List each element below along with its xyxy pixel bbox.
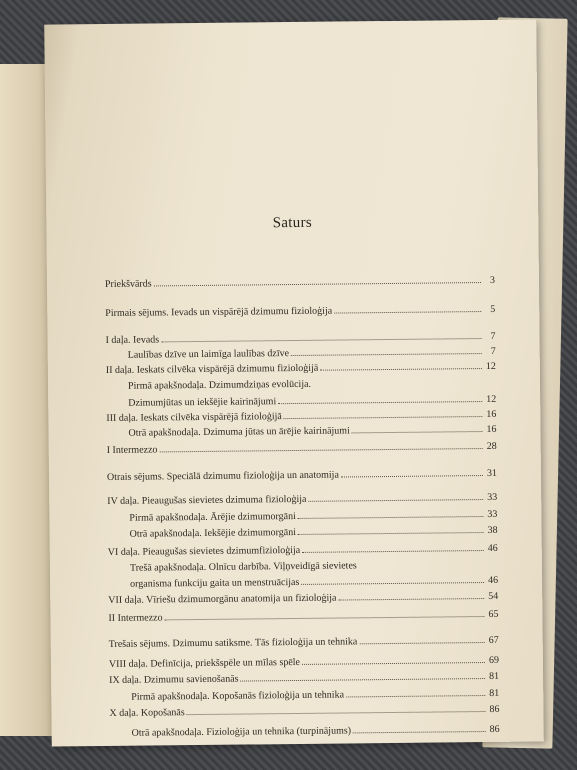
toc-entry: VIII daļa. Definīcija, priekšspēle un mīlas spēle 69: [108, 654, 499, 670]
table-of-contents: [104, 248, 500, 739]
toc-entry: IX daļa. Dzimumu savienošanās 81: [109, 670, 500, 686]
toc-entry: Trešais sējums. Dzimumu satiksme. Tās fizioloģija un tehnika 67: [108, 634, 499, 650]
toc-entry: VII daļa. Vīriešu dzimumorgānu anatomija un fizioloģija 54: [108, 590, 499, 606]
toc-entry: Otrais sējums. Speciālā dzimumu fizioloģija un anatomija 31: [106, 467, 498, 483]
toc-entry: III daļa. Ieskats cilvēka vispārējā fizioloģijā 16: [106, 408, 497, 424]
toc-entry: Laulības dzīve un laimīga laulības dzīve 7: [127, 345, 496, 361]
toc-entry: Otrā apakšnodaļa. Fizioloģija un tehnika (turpinājums) 86: [131, 723, 500, 739]
toc-entry: I daļa. Ievads 7: [105, 330, 496, 346]
toc-entry: Pirmā apakšnodaļa. Ārējie dzimumorgāni 33: [129, 508, 498, 524]
toc-entry: Dzimumjūtas un iekšējie kairinājumi 12: [128, 393, 497, 409]
toc-entry: Pirmā apakšnodaļa. Dzimumdziņas evolūcija.: [127, 378, 312, 392]
toc-entry: II daļa. Ieskats cilvēka vispārējā dzimumu fizioloģijā 12: [105, 360, 496, 376]
toc-entry: IV daļa. Pieaugušas sievietes dzimuma fizioloģija 33: [107, 491, 498, 507]
toc-entry: Pirmais sējums. Ievads un vispārējā dzimumu fizioloģija 5: [105, 303, 496, 319]
document-page: [44, 19, 544, 746]
toc-entry: Otrā apakšnodaļa. Dzimuma jūtas un ārējie kairinājumi 16: [128, 423, 497, 439]
toc-entry: Trešā apakšnodaļa. Olnīcu darbība. Viļņveidīgā sievietes: [129, 560, 357, 574]
page-title: Saturs: [272, 214, 313, 232]
toc-entry: Pirmā apakšnodaļa. Kopošanās fizioloģija un tehnika 81: [131, 687, 500, 703]
toc-entry: VI daļa. Pieaugušas sievietes dzimumfizioloģija 46: [107, 542, 498, 558]
toc-entry: Priekšvārds 3: [104, 274, 495, 290]
toc-entry: organisma funkciju gaita un menstruācijas 46: [130, 574, 499, 590]
toc-entry: I Intermezzo 28: [106, 440, 497, 456]
toc-entry: X daļa. Kopošanās 86: [109, 703, 500, 719]
toc-entry: Otrā apakšnodaļa. Iekšējie dzimumorgāni 38: [129, 524, 498, 540]
toc-entry: II Intermezzo 65: [108, 608, 499, 624]
